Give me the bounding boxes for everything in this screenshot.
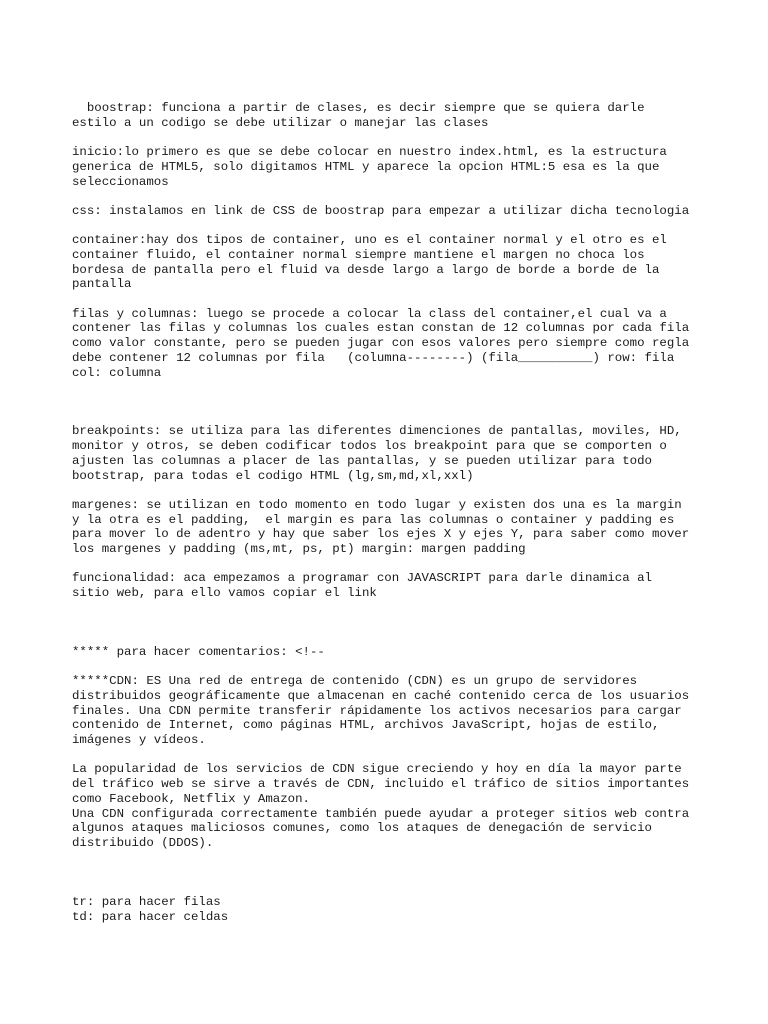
- paragraph-css: css: instalamos en link de CSS de boostrap para empezar a utilizar dicha tecnologia: [72, 203, 690, 218]
- paragraph-gap: [72, 851, 712, 895]
- paragraph-cdn: *****CDN: ES Una red de entrega de contenido (CDN) es un grupo de servidores distribuidos geográficamente que almacenan en caché contenido cerca de los usuarios finales. Una CDN permite transferir rápidamente los activos necesarios para cargar contenido de Internet, como páginas HTML, archivos JavaScript, hojas de estilo, imágenes y vídeos.: [72, 674, 690, 748]
- paragraph-gap: [72, 660, 712, 675]
- paragraph-gap: [72, 219, 712, 234]
- paragraph-gap: [72, 130, 712, 145]
- paragraph-funcionalidad: funcionalidad: aca empezamos a programar con JAVASCRIPT para darle dinamica al sitio web, para ello vamos copiar el link: [72, 571, 652, 601]
- paragraph-gap: [72, 483, 712, 498]
- document-body: [72, 101, 712, 924]
- paragraph-gap: [72, 748, 712, 763]
- paragraph-filas-columnas: filas y columnas: luego se procede a colocar la class del container,el cual va a contener las filas y columnas los cuales estan constan de 12 columnas por cada fila como valor constante, pero se pueden jugar con esos valores pero siempre como regla debe contener 12 columnas por fila (columna--------) (fila__________) row: fila col: columna: [72, 306, 690, 380]
- paragraph-gap: [72, 189, 712, 204]
- paragraph-tr-td: tr: para hacer filas td: para hacer celdas: [72, 894, 229, 924]
- paragraph-gap: [72, 380, 712, 424]
- paragraph-cdn-popularidad: La popularidad de los servicios de CDN sigue creciendo y hoy en día la mayor parte del tráfico web se sirve a través de CDN, incluido el tráfico de sitios importantes como Facebook, Netflix y Amazon. Una CDN configurada correctamente también puede ayudar a proteger sitios web contra algunos ataques maliciosos comunes, como los ataques de denegación de servicio distribuido (DDOS).: [72, 762, 690, 850]
- paragraph-breakpoints: breakpoints: se utiliza para las diferentes dimenciones de pantallas, moviles, HD, monitor y otros, se deben codificar todos los breakpoint para que se comporten o ajusten las columnas a placer de las pantallas, y se pueden utilizar para todo bootstrap, para todas el codigo HTML (lg,sm,md,xl,xxl): [72, 424, 682, 483]
- paragraph-margenes: margenes: se utilizan en todo momento en todo lugar y existen dos una es la margin y la otra es el padding, el margin es para las columnas o container y padding es para mover lo de adentro y hay que saber los ejes X y ejes Y, para saber como mover los margenes y padding (ms,mt, ps, pt) margin: margen padding: [72, 497, 690, 556]
- paragraph-container: container:hay dos tipos de container, uno es el container normal y el otro es el container fluido, el container normal siempre mantiene el margen no choca los bordesa de pantalla pero el fluid va desde largo a largo de borde a borde de la pantalla: [72, 233, 667, 292]
- paragraph-bootstrap: boostrap: funciona a partir de clases, es decir siempre que se quiera darle estilo a un codigo se debe utilizar o manejar las clases: [72, 101, 645, 130]
- paragraph-comentarios: ***** para hacer comentarios: <!--: [72, 644, 325, 659]
- paragraph-gap: [72, 557, 712, 572]
- paragraph-gap: [72, 292, 712, 307]
- paragraph-inicio: inicio:lo primero es que se debe colocar en nuestro index.html, es la estructura generica de HTML5, solo digitamos HTML y aparece la opcion HTML:5 esa es la que seleccionamos: [72, 145, 667, 189]
- paragraph-gap: [72, 601, 712, 645]
